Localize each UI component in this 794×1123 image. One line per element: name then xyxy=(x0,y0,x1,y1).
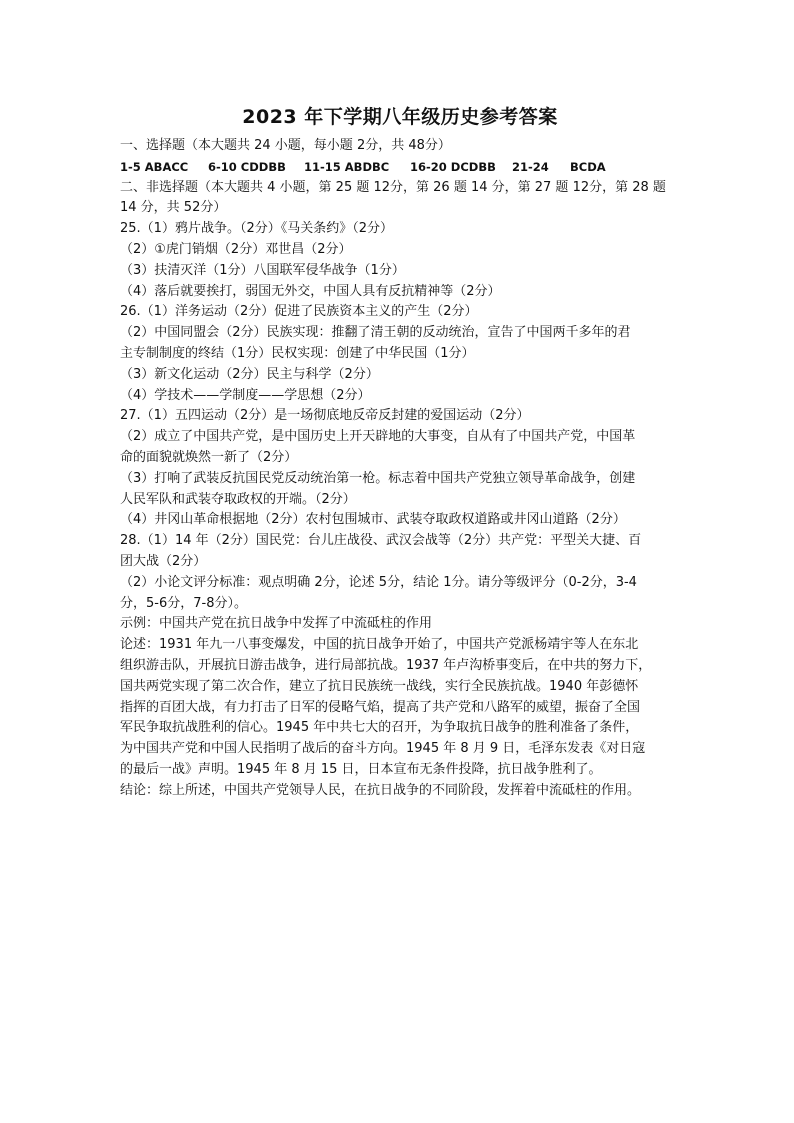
answer-line: 28.（1）14 年（2分）国民党：台儿庄战役、武汉会战等（2分）共产党：平型关大捷、百 xyxy=(120,533,642,549)
answer-line: 为中国共产党和中国人民指明了战后的奋斗方向。1945 年 8 月 9 日，毛泽东发表《对日寇 xyxy=(120,741,646,757)
answer-line: 26.（1）洋务运动（2分）促进了民族资本主义的产生（2分） xyxy=(120,304,478,320)
answer-line: 指挥的百团大战，有力打击了日军的侵略气焰，提高了共产党和八路军的威望，振奋了全国 xyxy=(120,699,641,715)
answer-line: 27.（1）五四运动（2分）是一场彻底地反帝反封建的爱国运动（2分） xyxy=(120,408,530,424)
answer-line: 论述：1931 年九一八事变爆发，中国的抗日战争开始了，中国共产党派杨靖宇等人在东北 xyxy=(120,637,639,653)
multiple-choice-answers xyxy=(120,157,680,178)
answer-line: 结论：综上所述，中国共产党领导人民，在抗日战争的不同阶段，发挥着中流砥柱的作用。 xyxy=(120,782,641,798)
mc-answer-21-24-label: 21-24 xyxy=(512,159,549,174)
mc-answer-21-24: BCDA xyxy=(570,159,606,174)
answer-document xyxy=(120,104,680,802)
answer-line: （2）成立了中国共产党，是中国历史上开天辟地的大事变，自从有了中国共产党，中国革 xyxy=(120,429,636,445)
answer-line: 国共两党实现了第二次合作，建立了抗日民族统一战线，实行全民族抗战。1940 年彭德怀 xyxy=(120,678,639,694)
answer-line: （4）学技术——学制度——学思想（2分） xyxy=(120,387,371,403)
mc-answer-16-20: 16-20 DCDBB xyxy=(410,159,496,174)
section2-heading-line1: 二、非选择题（本大题共 4 小题，第 25 题 12分，第 26 题 14 分，第 27 题 12分，第 28 题 xyxy=(120,179,666,195)
answer-line: （2）①虎门销烟（2分）邓世昌（2分） xyxy=(120,241,352,257)
mc-answer-1-5: 1-5 ABACC xyxy=(120,159,189,174)
answer-line: （2）中国同盟会（2分）民族实现：推翻了清王朝的反动统治，宣告了中国两千多年的君 xyxy=(120,325,631,341)
mc-answer-6-10: 6-10 CDDBB xyxy=(208,159,286,174)
answer-line: （4）落后就要挨打，弱国无外交，中国人具有反抗精神等（2分） xyxy=(120,283,501,299)
page-title: 2023 年下学期八年级历史参考答案 xyxy=(242,106,558,128)
answer-line: 组织游击队，开展抗日游击战争，进行局部抗战。1937 年卢沟桥事变后，在中共的努力下， xyxy=(120,657,652,673)
answer-line: 军民争取抗战胜利的信心。1945 年中共七大的召开，为争取抗日战争的胜利准备了条件， xyxy=(120,720,639,736)
answer-line: 人民军队和武装夺取政权的开端。（2分） xyxy=(120,491,356,507)
answer-line: （4）井冈山革命根据地（2分）农村包围城市、武装夺取政权道路或井冈山道路（2分） xyxy=(120,512,626,528)
answer-line: （3）扶清灭洋（1分）八国联军侵华战争（1分） xyxy=(120,262,405,278)
answer-line: 分，5-6分，7-8分）。 xyxy=(120,595,247,611)
section1-heading: 一、选择题（本大题共 24 小题，每小题 2分，共 48分） xyxy=(120,138,451,153)
answer-line: 的最后一战》声明。1945 年 8 月 15 日，日本宣布无条件投降，抗日战争胜利了。 xyxy=(120,761,602,777)
section2-heading-line2: 14 分，共 52分） xyxy=(120,200,227,216)
answer-line: （3）打响了武装反抗国民党反动统治第一枪。标志着中国共产党独立领导革命战争，创建 xyxy=(120,470,636,486)
answer-lines xyxy=(120,219,680,801)
answer-line: 命的面貌就焕然一新了（2分） xyxy=(120,449,298,465)
answer-line: （2）小论文评分标准：观点明确 2分，论述 5分，结论 1分。请分等级评分（0-2分，3-4 xyxy=(120,574,637,590)
answer-line: 25.（1）鸦片战争。（2分）《马关条约》（2分） xyxy=(120,221,393,237)
answer-line: 团大战（2分） xyxy=(120,553,207,569)
answer-line: （3）新文化运动（2分）民主与科学（2分） xyxy=(120,366,379,382)
answer-line: 示例：中国共产党在抗日战争中发挥了中流砥柱的作用 xyxy=(120,616,433,632)
answer-line: 主专制制度的终结（1分）民权实现：创建了中华民国（1分） xyxy=(120,345,475,361)
mc-answer-11-15: 11-15 ABDBC xyxy=(304,159,390,174)
